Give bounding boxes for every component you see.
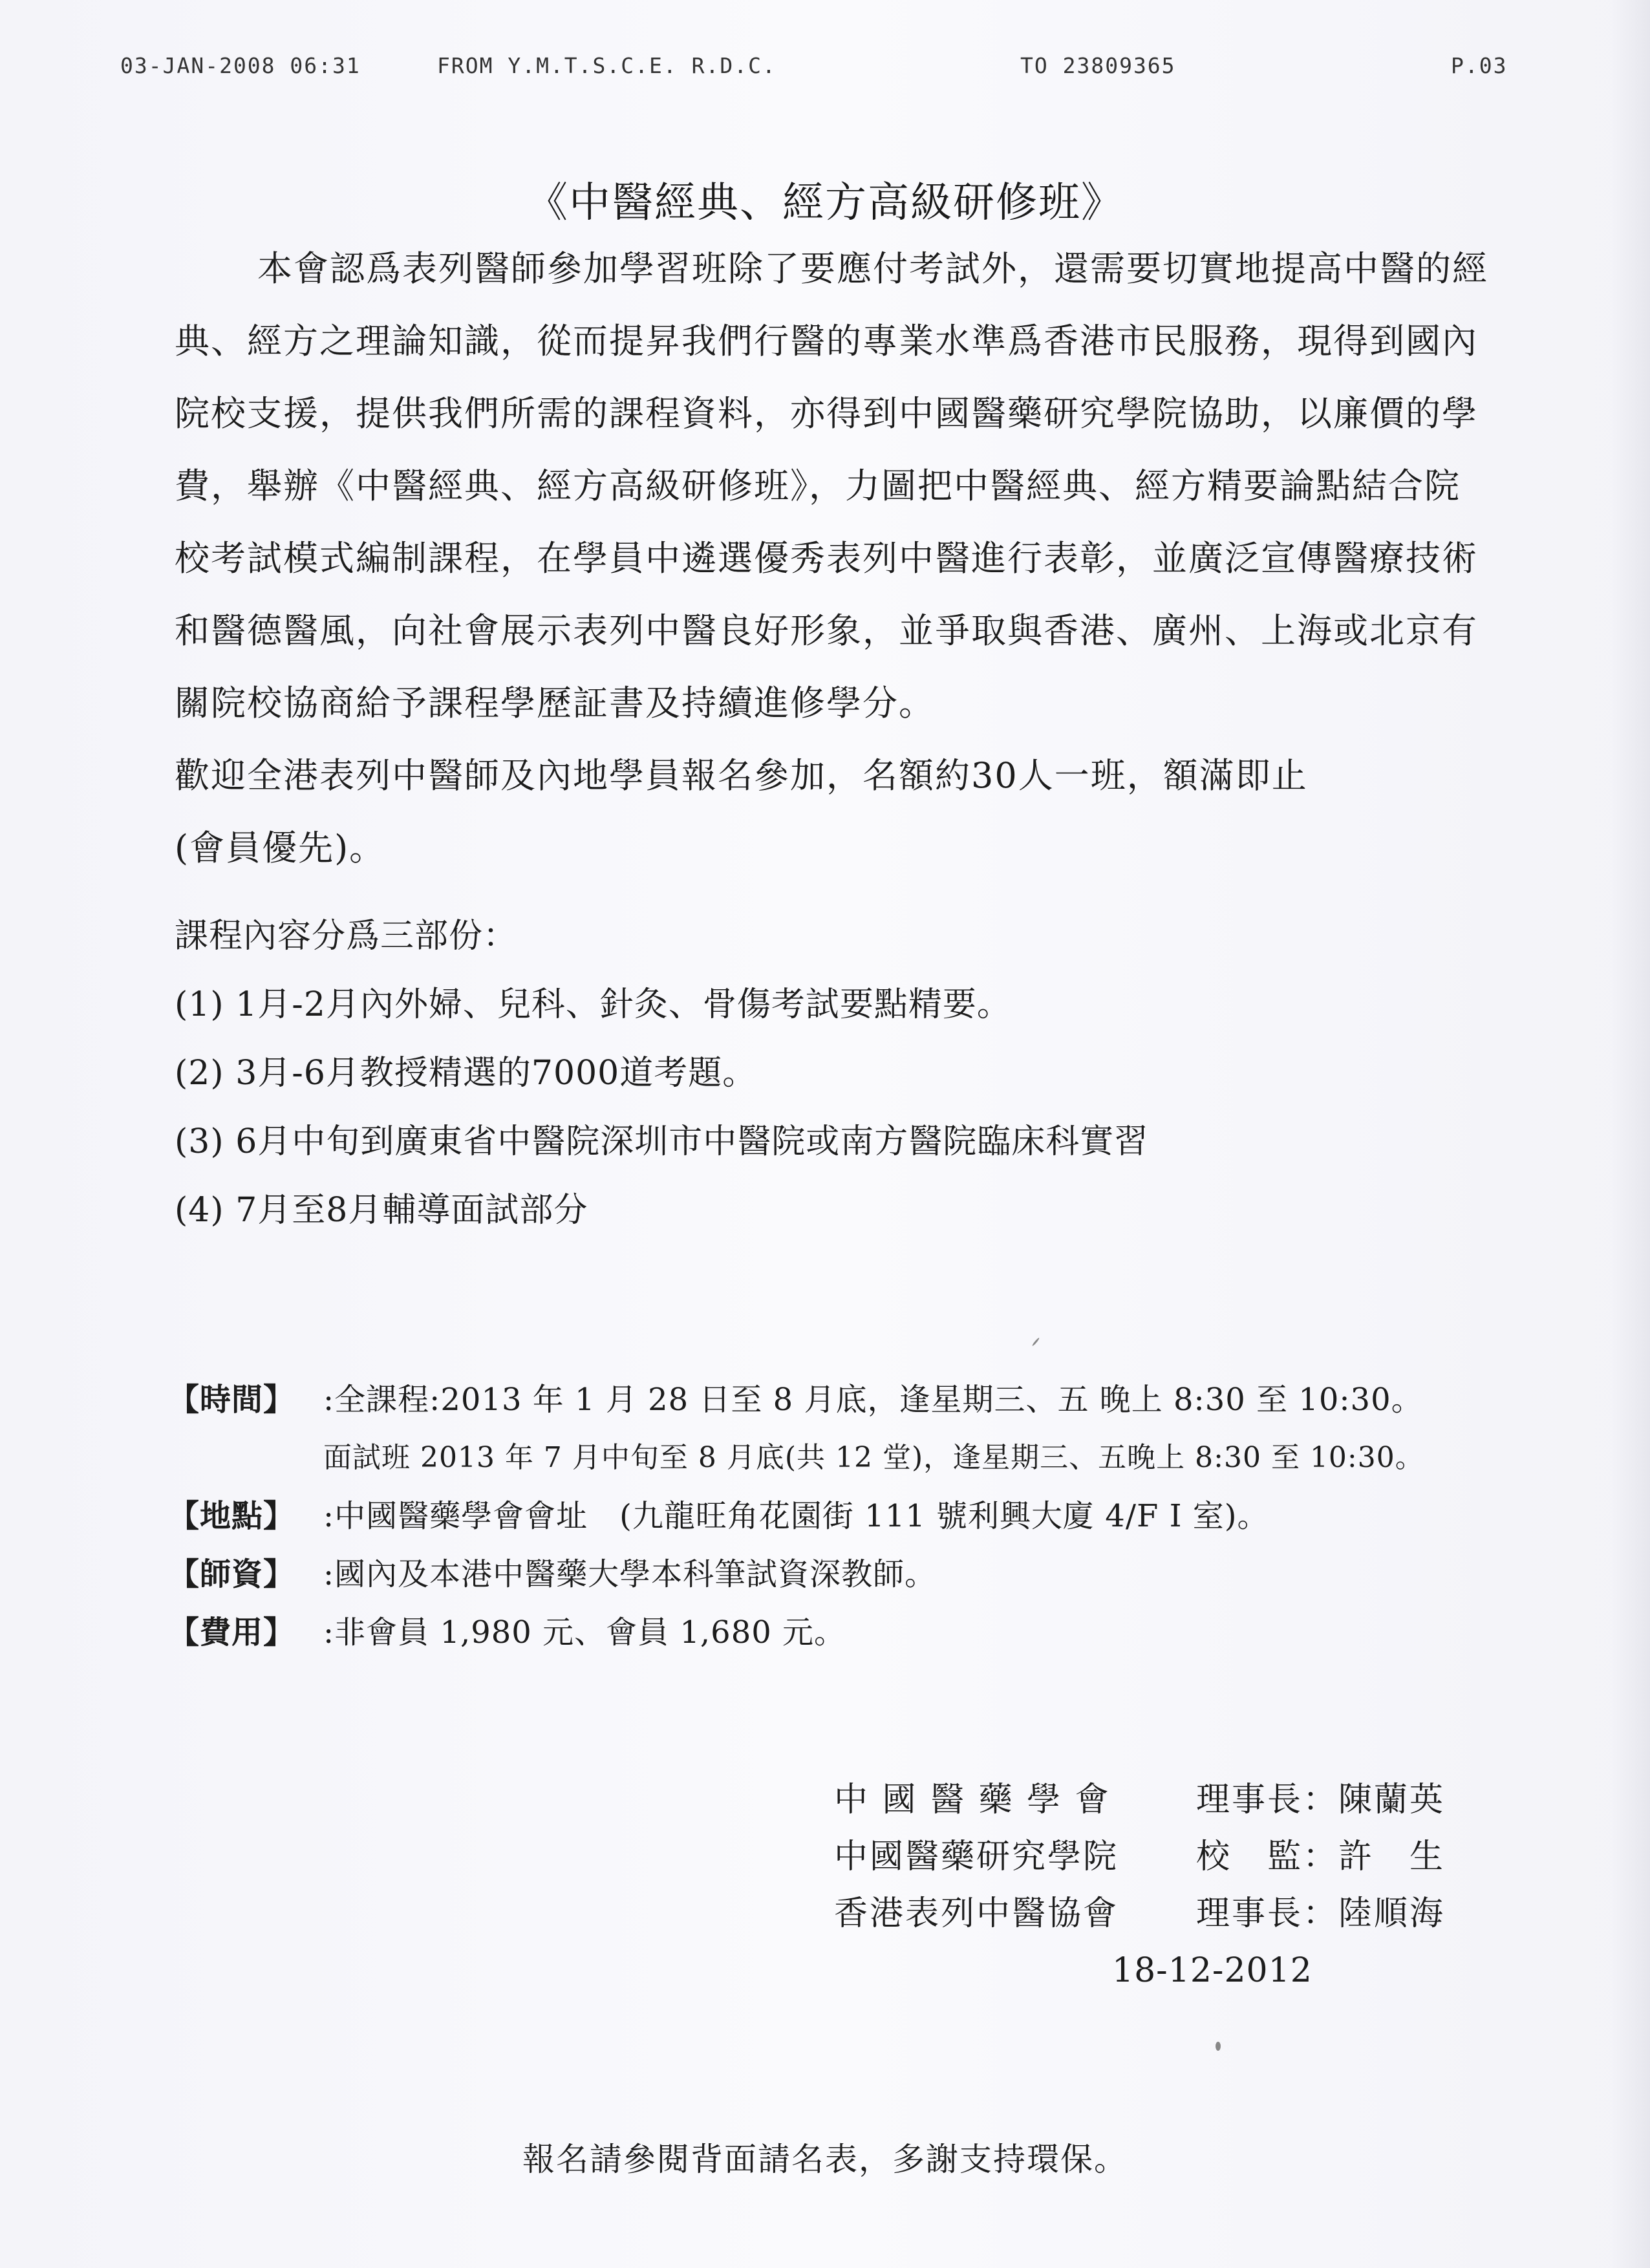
- course-item: (2) 3月-6月教授精選的7000道考題。: [175, 1054, 757, 1093]
- info-fee-label: 【費用】: [168, 1614, 295, 1651]
- signature-org: 中 國 醫 藥 學 會: [834, 1781, 1111, 1819]
- signature-org: 中國醫藥研究學院: [834, 1837, 1119, 1876]
- signature-person: 理事長：陳蘭英: [1196, 1781, 1446, 1819]
- course-item: (1) 1月-2月內外婦、兒科、針灸、骨傷考試要點精要。: [175, 985, 1011, 1024]
- info-time-sub: [168, 1429, 1526, 1487]
- info-place-value: :中國醫藥學會會址 (九龍旺角花園街 111 號利興大廈 4/F I 室)。: [323, 1498, 1269, 1534]
- info-time-sub-text: 面試班 2013 年 7 月中旬至 8 月底(共 12 堂)，逢星期三、五晚上 8:30 至 10:30。: [323, 1441, 1424, 1474]
- info-teacher-label: 【師資】: [168, 1556, 295, 1592]
- course-heading: 課程內容分爲三部份：: [175, 917, 518, 956]
- fax-from: FROM Y.M.T.S.C.E. R.D.C.: [437, 53, 777, 78]
- fax-to: TO 23809365: [1020, 53, 1176, 78]
- intro-paragraph: 本會認爲表列醫師參加學習班除了要應付考試外，還需要切實地提高中醫的經典、經方之理論知識，從而提昇我們行醫的專業水準爲香港市民服務，現得到國內院校支援，提供我們所需的課程資料，亦得到中國醫藥研究學院協助，以廉價的學費，舉辦《中醫經典、經方高級研修班》，力圖把中醫經典、經方精要論點結合院校考試模式編制課程，在學員中遴選優秀表列中醫進行表彰，並廣泛宣傳醫療技術和醫德醫風，向社會展示表列中醫良好形象，並爭取與香港、廣州、上海或北京有關院校協商給予課程學歷証書及持續進修學分。: [175, 248, 1488, 723]
- info-time-label: 【時間】: [168, 1382, 295, 1418]
- signature-org: 香港表列中醫協會: [834, 1894, 1119, 1933]
- page-edge-shadow: [1611, 0, 1650, 2268]
- course-info: [168, 1371, 1526, 1662]
- info-teacher-row: [168, 1545, 1526, 1603]
- intro-text: [175, 233, 1494, 884]
- signature-person: 理事長：陸順海: [1196, 1894, 1446, 1933]
- scan-speck: [1216, 2042, 1221, 2051]
- footer-note: 報名請參閱背面請名表，多謝支持環保。: [522, 2141, 1128, 2178]
- course-item: (3) 6月中旬到廣東省中醫院深圳市中醫院或南方醫院臨床科實習: [175, 1122, 1149, 1161]
- intro-member-note: (會員優先)。: [175, 828, 386, 868]
- info-time-value: :全課程:2013 年 1 月 28 日至 8 月底，逢星期三、五 晚上 8:30 至 10:30。: [323, 1382, 1423, 1418]
- fax-date: 03-JAN-2008 06:31: [120, 53, 361, 78]
- scan-speck: [1032, 1337, 1040, 1346]
- intro-welcome: 歡迎全港表列中醫師及內地學員報名參加，名額約30人一班，額滿即止: [175, 755, 1308, 796]
- course-content: [175, 902, 1494, 1245]
- signature-row: [834, 1885, 1494, 1942]
- fax-page-number: P.03: [1451, 53, 1508, 78]
- info-teacher-value: :國內及本港中醫藥大學本科筆試資深教師。: [323, 1556, 937, 1592]
- info-place-row: [168, 1487, 1526, 1545]
- info-place-label: 【地點】: [168, 1498, 295, 1534]
- signature-date: 18-12-2012: [1112, 1951, 1312, 1990]
- signature-row: [834, 1828, 1494, 1885]
- signature-block: [834, 1771, 1494, 1999]
- signature-row: [834, 1771, 1494, 1828]
- course-item: (4) 7月至8月輔導面試部分: [175, 1191, 588, 1230]
- signature-person: 校 監：許 生: [1196, 1837, 1446, 1876]
- fax-header: [120, 53, 1530, 92]
- info-time-row: [168, 1371, 1526, 1429]
- info-fee-value: :非會員 1,980 元、會員 1,680 元。: [323, 1614, 846, 1651]
- document-title: 《中醫經典、經方高級研修班》: [526, 179, 1124, 227]
- info-fee-row: [168, 1603, 1526, 1662]
